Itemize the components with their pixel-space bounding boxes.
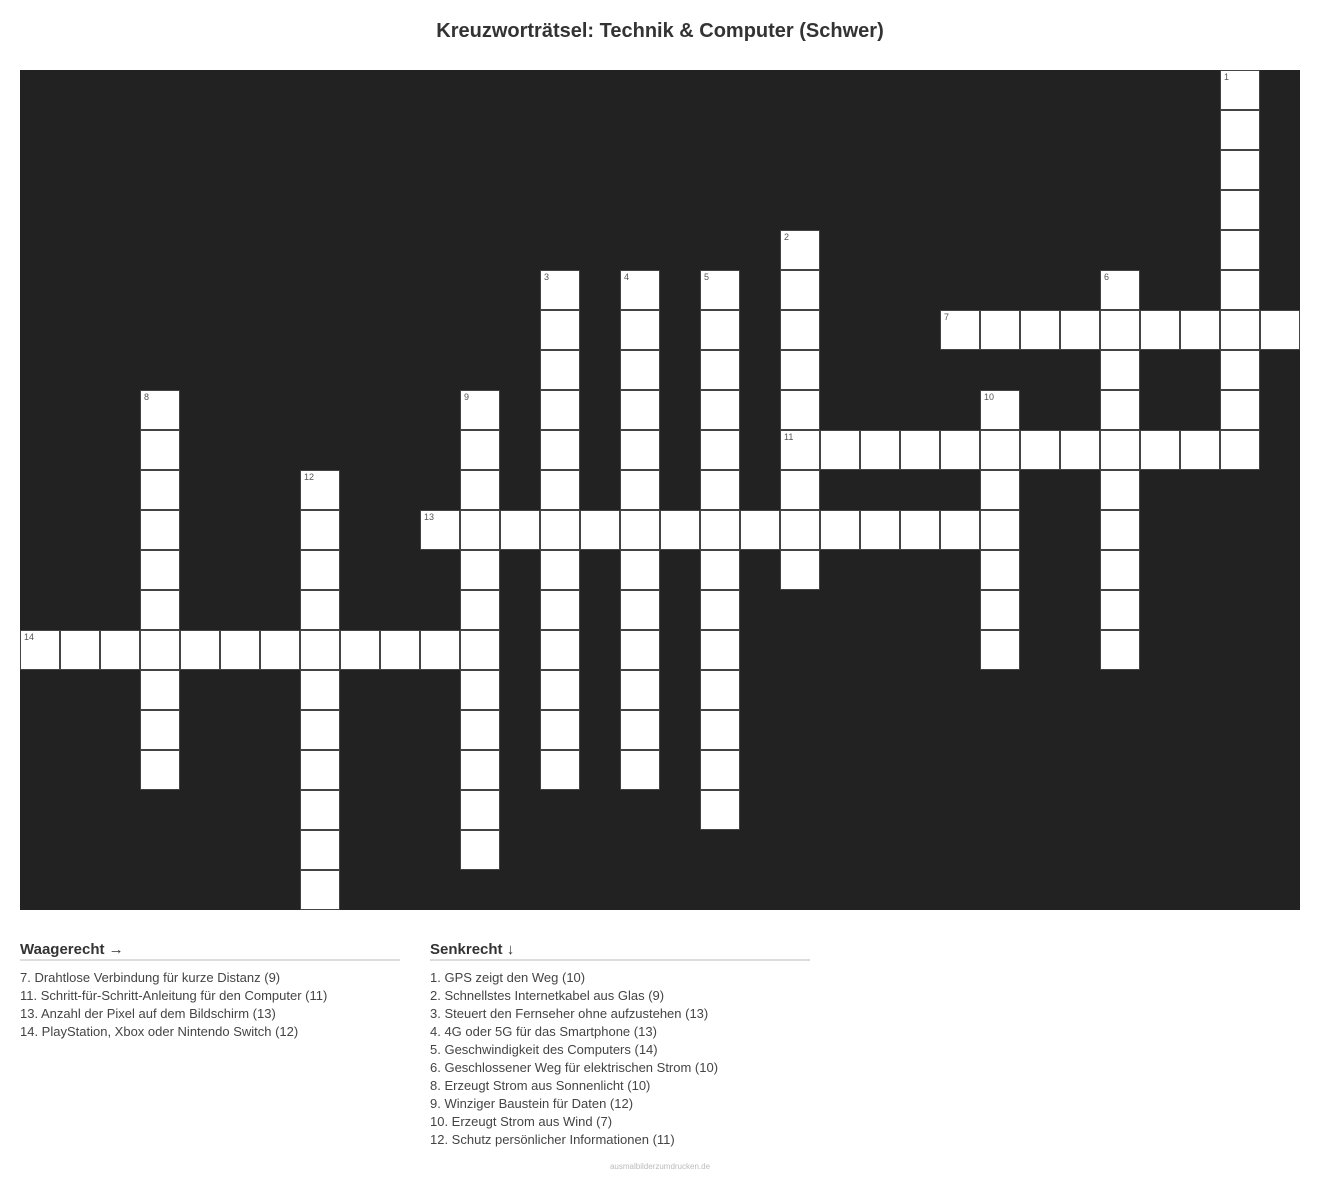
crossword-cell[interactable]: [140, 630, 180, 670]
clue-number: 4: [624, 272, 630, 282]
crossword-cell[interactable]: [620, 590, 660, 630]
crossword-cell[interactable]: [1260, 310, 1300, 350]
crossword-cell[interactable]: [140, 550, 180, 590]
crossword-cell[interactable]: [1220, 390, 1260, 430]
clue-number: 11: [784, 432, 794, 442]
crossword-cell[interactable]: [540, 750, 580, 790]
clue-number: 8: [144, 392, 150, 402]
crossword-cell[interactable]: [820, 510, 860, 550]
crossword-cell[interactable]: [300, 510, 340, 550]
crossword-cell[interactable]: [1100, 390, 1140, 430]
crossword-cell[interactable]: [620, 310, 660, 350]
crossword-cell[interactable]: [1220, 230, 1260, 270]
crossword-cell[interactable]: [1220, 70, 1260, 110]
crossword-cell[interactable]: [780, 230, 820, 270]
clue-number: 2: [784, 232, 790, 242]
crossword-cell[interactable]: [140, 510, 180, 550]
clue-number: 3: [544, 272, 550, 282]
crossword-cell[interactable]: [1140, 430, 1180, 470]
crossword-cell[interactable]: [340, 630, 380, 670]
clue-item: 7. Drahtlose Verbindung für kurze Distanz (9): [20, 970, 281, 985]
crossword-cell[interactable]: [780, 430, 820, 470]
crossword-cell[interactable]: [980, 630, 1020, 670]
clue-item: 10. Erzeugt Strom aus Wind (7): [430, 1114, 613, 1129]
clue-item: 14. PlayStation, Xbox oder Nintendo Switch (12): [20, 1024, 299, 1039]
crossword-cell[interactable]: [460, 590, 500, 630]
clue-number: 6: [1104, 272, 1110, 282]
crossword-cell[interactable]: [700, 630, 740, 670]
crossword-cell[interactable]: [1220, 430, 1260, 470]
crossword-cell[interactable]: [460, 470, 500, 510]
clue-number: 14: [24, 632, 35, 642]
crossword-cell[interactable]: [140, 670, 180, 710]
crossword-cell[interactable]: [1180, 310, 1220, 350]
crossword-cell[interactable]: [620, 670, 660, 710]
crossword-cell[interactable]: [1100, 590, 1140, 630]
crossword-cell[interactable]: [20, 630, 60, 670]
crossword-cell[interactable]: [300, 870, 340, 910]
clue-number: 9: [464, 392, 470, 402]
crossword-cell[interactable]: [620, 270, 660, 310]
crossword-cell[interactable]: [140, 470, 180, 510]
crossword-cell[interactable]: [460, 830, 500, 870]
crossword-cell[interactable]: [620, 550, 660, 590]
crossword-cell[interactable]: [460, 550, 500, 590]
crossword-cell[interactable]: [420, 630, 460, 670]
crossword-cell[interactable]: [700, 510, 740, 550]
crossword-cell[interactable]: [660, 510, 700, 550]
crossword-cell[interactable]: [700, 750, 740, 790]
crossword-cell[interactable]: [300, 790, 340, 830]
crossword-cell[interactable]: [300, 590, 340, 630]
crossword-cell[interactable]: [540, 270, 580, 310]
crossword-cell[interactable]: [780, 510, 820, 550]
crossword-cell[interactable]: [1100, 430, 1140, 470]
crossword-cell[interactable]: [780, 350, 820, 390]
crossword-cell[interactable]: [1100, 310, 1140, 350]
crossword-cell[interactable]: [780, 550, 820, 590]
crossword-cell[interactable]: [940, 310, 980, 350]
crossword-cell[interactable]: [300, 750, 340, 790]
crossword-cell[interactable]: [980, 590, 1020, 630]
clue-item: 11. Schritt-für-Schritt-Anleitung für den Computer (11): [20, 988, 328, 1003]
crossword-cell[interactable]: [700, 350, 740, 390]
crossword-cell[interactable]: [700, 590, 740, 630]
crossword-cell[interactable]: [980, 470, 1020, 510]
crossword-cell[interactable]: [540, 590, 580, 630]
crossword-cell[interactable]: [700, 270, 740, 310]
crossword-cell[interactable]: [180, 630, 220, 670]
clue-item: 3. Steuert den Fernseher ohne aufzustehen (13): [430, 1006, 709, 1021]
down-heading: Senkrecht ↓: [430, 942, 810, 961]
down-clues: [430, 942, 810, 1149]
crossword-cell[interactable]: [940, 510, 980, 550]
clue-item: 5. Geschwindigkeit des Computers (14): [430, 1042, 658, 1057]
crossword-cell[interactable]: [540, 390, 580, 430]
crossword-cell[interactable]: [1140, 310, 1180, 350]
across-heading: Waagerecht →: [20, 942, 400, 961]
crossword-cell[interactable]: [620, 630, 660, 670]
crossword-cell[interactable]: [700, 470, 740, 510]
crossword-cell[interactable]: [700, 390, 740, 430]
crossword-cell[interactable]: [540, 550, 580, 590]
crossword-cell[interactable]: [420, 510, 460, 550]
crossword-cell[interactable]: [300, 670, 340, 710]
crossword-cell[interactable]: [140, 710, 180, 750]
crossword-cell[interactable]: [1100, 350, 1140, 390]
crossword-cell[interactable]: [980, 430, 1020, 470]
crossword-cell[interactable]: [900, 430, 940, 470]
clue-item: 2. Schnellstes Internetkabel aus Glas (9): [430, 988, 665, 1003]
crossword-cell[interactable]: [140, 430, 180, 470]
clue-item: 12. Schutz persönlicher Informationen (11): [430, 1132, 675, 1147]
crossword-cell[interactable]: [1100, 510, 1140, 550]
crossword-cell[interactable]: [620, 510, 660, 550]
crossword-cell[interactable]: [1020, 430, 1060, 470]
crossword-cell[interactable]: [60, 630, 100, 670]
clue-number: 1: [1224, 72, 1230, 82]
crossword-cell[interactable]: [1100, 550, 1140, 590]
crossword-cell[interactable]: [220, 630, 260, 670]
crossword-cell[interactable]: [820, 430, 860, 470]
clue-number: 5: [704, 272, 710, 282]
crossword-cell[interactable]: [260, 630, 300, 670]
crossword-cell[interactable]: [620, 710, 660, 750]
crossword-cell[interactable]: [980, 510, 1020, 550]
crossword-cell[interactable]: [780, 310, 820, 350]
crossword-cell[interactable]: [620, 750, 660, 790]
crossword-cell[interactable]: [300, 630, 340, 670]
crossword-cell[interactable]: [1220, 350, 1260, 390]
crossword-cell[interactable]: [540, 510, 580, 550]
crossword-cell[interactable]: [700, 670, 740, 710]
crossword-cell[interactable]: [540, 430, 580, 470]
crossword-cell[interactable]: [540, 710, 580, 750]
clue-number: 12: [304, 472, 315, 482]
crossword-cell[interactable]: [580, 510, 620, 550]
page-title: Kreuzworträtsel: Technik & Computer (Schwer): [436, 20, 884, 42]
crossword-cell[interactable]: [740, 510, 780, 550]
crossword-cell[interactable]: [140, 590, 180, 630]
crossword-cell[interactable]: [620, 430, 660, 470]
crossword-cell[interactable]: [300, 710, 340, 750]
crossword-cell[interactable]: [620, 470, 660, 510]
crossword-cell[interactable]: [1180, 430, 1220, 470]
crossword-cell[interactable]: [700, 790, 740, 830]
crossword-cell[interactable]: [460, 510, 500, 550]
crossword-cell[interactable]: [460, 710, 500, 750]
crossword-cell[interactable]: [1220, 110, 1260, 150]
crossword-cell[interactable]: [300, 550, 340, 590]
crossword-cell[interactable]: [540, 470, 580, 510]
crossword-cell[interactable]: [860, 430, 900, 470]
crossword-cell[interactable]: [460, 430, 500, 470]
crossword-cell[interactable]: [540, 630, 580, 670]
crossword-cell[interactable]: [700, 430, 740, 470]
crossword-grid: [20, 70, 1300, 910]
crossword-cell[interactable]: [540, 350, 580, 390]
crossword-cell[interactable]: [140, 750, 180, 790]
clue-number: 10: [984, 392, 995, 402]
crossword-cell[interactable]: [980, 390, 1020, 430]
clue-item: 6. Geschlossener Weg für elektrischen Strom (10): [430, 1060, 719, 1075]
crossword-cell[interactable]: [1100, 630, 1140, 670]
crossword-cell[interactable]: [980, 550, 1020, 590]
crossword-cell[interactable]: [100, 630, 140, 670]
crossword-cell[interactable]: [140, 390, 180, 430]
crossword-cell[interactable]: [780, 470, 820, 510]
crossword-cell[interactable]: [1220, 310, 1260, 350]
crossword-cell[interactable]: [1100, 270, 1140, 310]
crossword-cell[interactable]: [540, 670, 580, 710]
crossword-cell[interactable]: [500, 510, 540, 550]
crossword-cell[interactable]: [900, 510, 940, 550]
clue-number: 7: [944, 312, 950, 322]
crossword-cell[interactable]: [1020, 310, 1060, 350]
across-clues: [20, 942, 400, 1041]
clue-item: 8. Erzeugt Strom aus Sonnenlicht (10): [430, 1078, 651, 1093]
crossword-cell[interactable]: [620, 350, 660, 390]
crossword-cell[interactable]: [380, 630, 420, 670]
crossword-cell[interactable]: [300, 830, 340, 870]
crossword-cell[interactable]: [460, 670, 500, 710]
crossword-cell[interactable]: [1220, 190, 1260, 230]
crossword-cell[interactable]: [700, 310, 740, 350]
crossword-cell[interactable]: [1060, 310, 1100, 350]
crossword-cell[interactable]: [460, 790, 500, 830]
crossword-cell[interactable]: [700, 550, 740, 590]
clue-item: 1. GPS zeigt den Weg (10): [430, 970, 586, 985]
crossword-cell[interactable]: [980, 310, 1020, 350]
clue-item: 9. Winziger Baustein für Daten (12): [430, 1096, 634, 1111]
crossword-cell[interactable]: [1220, 150, 1260, 190]
crossword-cell[interactable]: [700, 710, 740, 750]
crossword-cell[interactable]: [780, 390, 820, 430]
crossword-cell[interactable]: [460, 390, 500, 430]
crossword-cell[interactable]: [460, 630, 500, 670]
crossword-cell[interactable]: [540, 310, 580, 350]
crossword-cell[interactable]: [620, 390, 660, 430]
footer-credit: ausmalbilderzumdrucken.de: [609, 1162, 711, 1171]
crossword-cell[interactable]: [860, 510, 900, 550]
clue-item: 4. 4G oder 5G für das Smartphone (13): [430, 1024, 657, 1039]
clue-number: 13: [424, 512, 435, 522]
clue-item: 13. Anzahl der Pixel auf dem Bildschirm (13): [20, 1006, 276, 1021]
crossword-cell[interactable]: [940, 430, 980, 470]
crossword-cell[interactable]: [1220, 270, 1260, 310]
crossword-cell[interactable]: [300, 470, 340, 510]
crossword-cell[interactable]: [460, 750, 500, 790]
crossword-cell[interactable]: [1100, 470, 1140, 510]
crossword-cell[interactable]: [1060, 430, 1100, 470]
crossword-cell[interactable]: [780, 270, 820, 310]
